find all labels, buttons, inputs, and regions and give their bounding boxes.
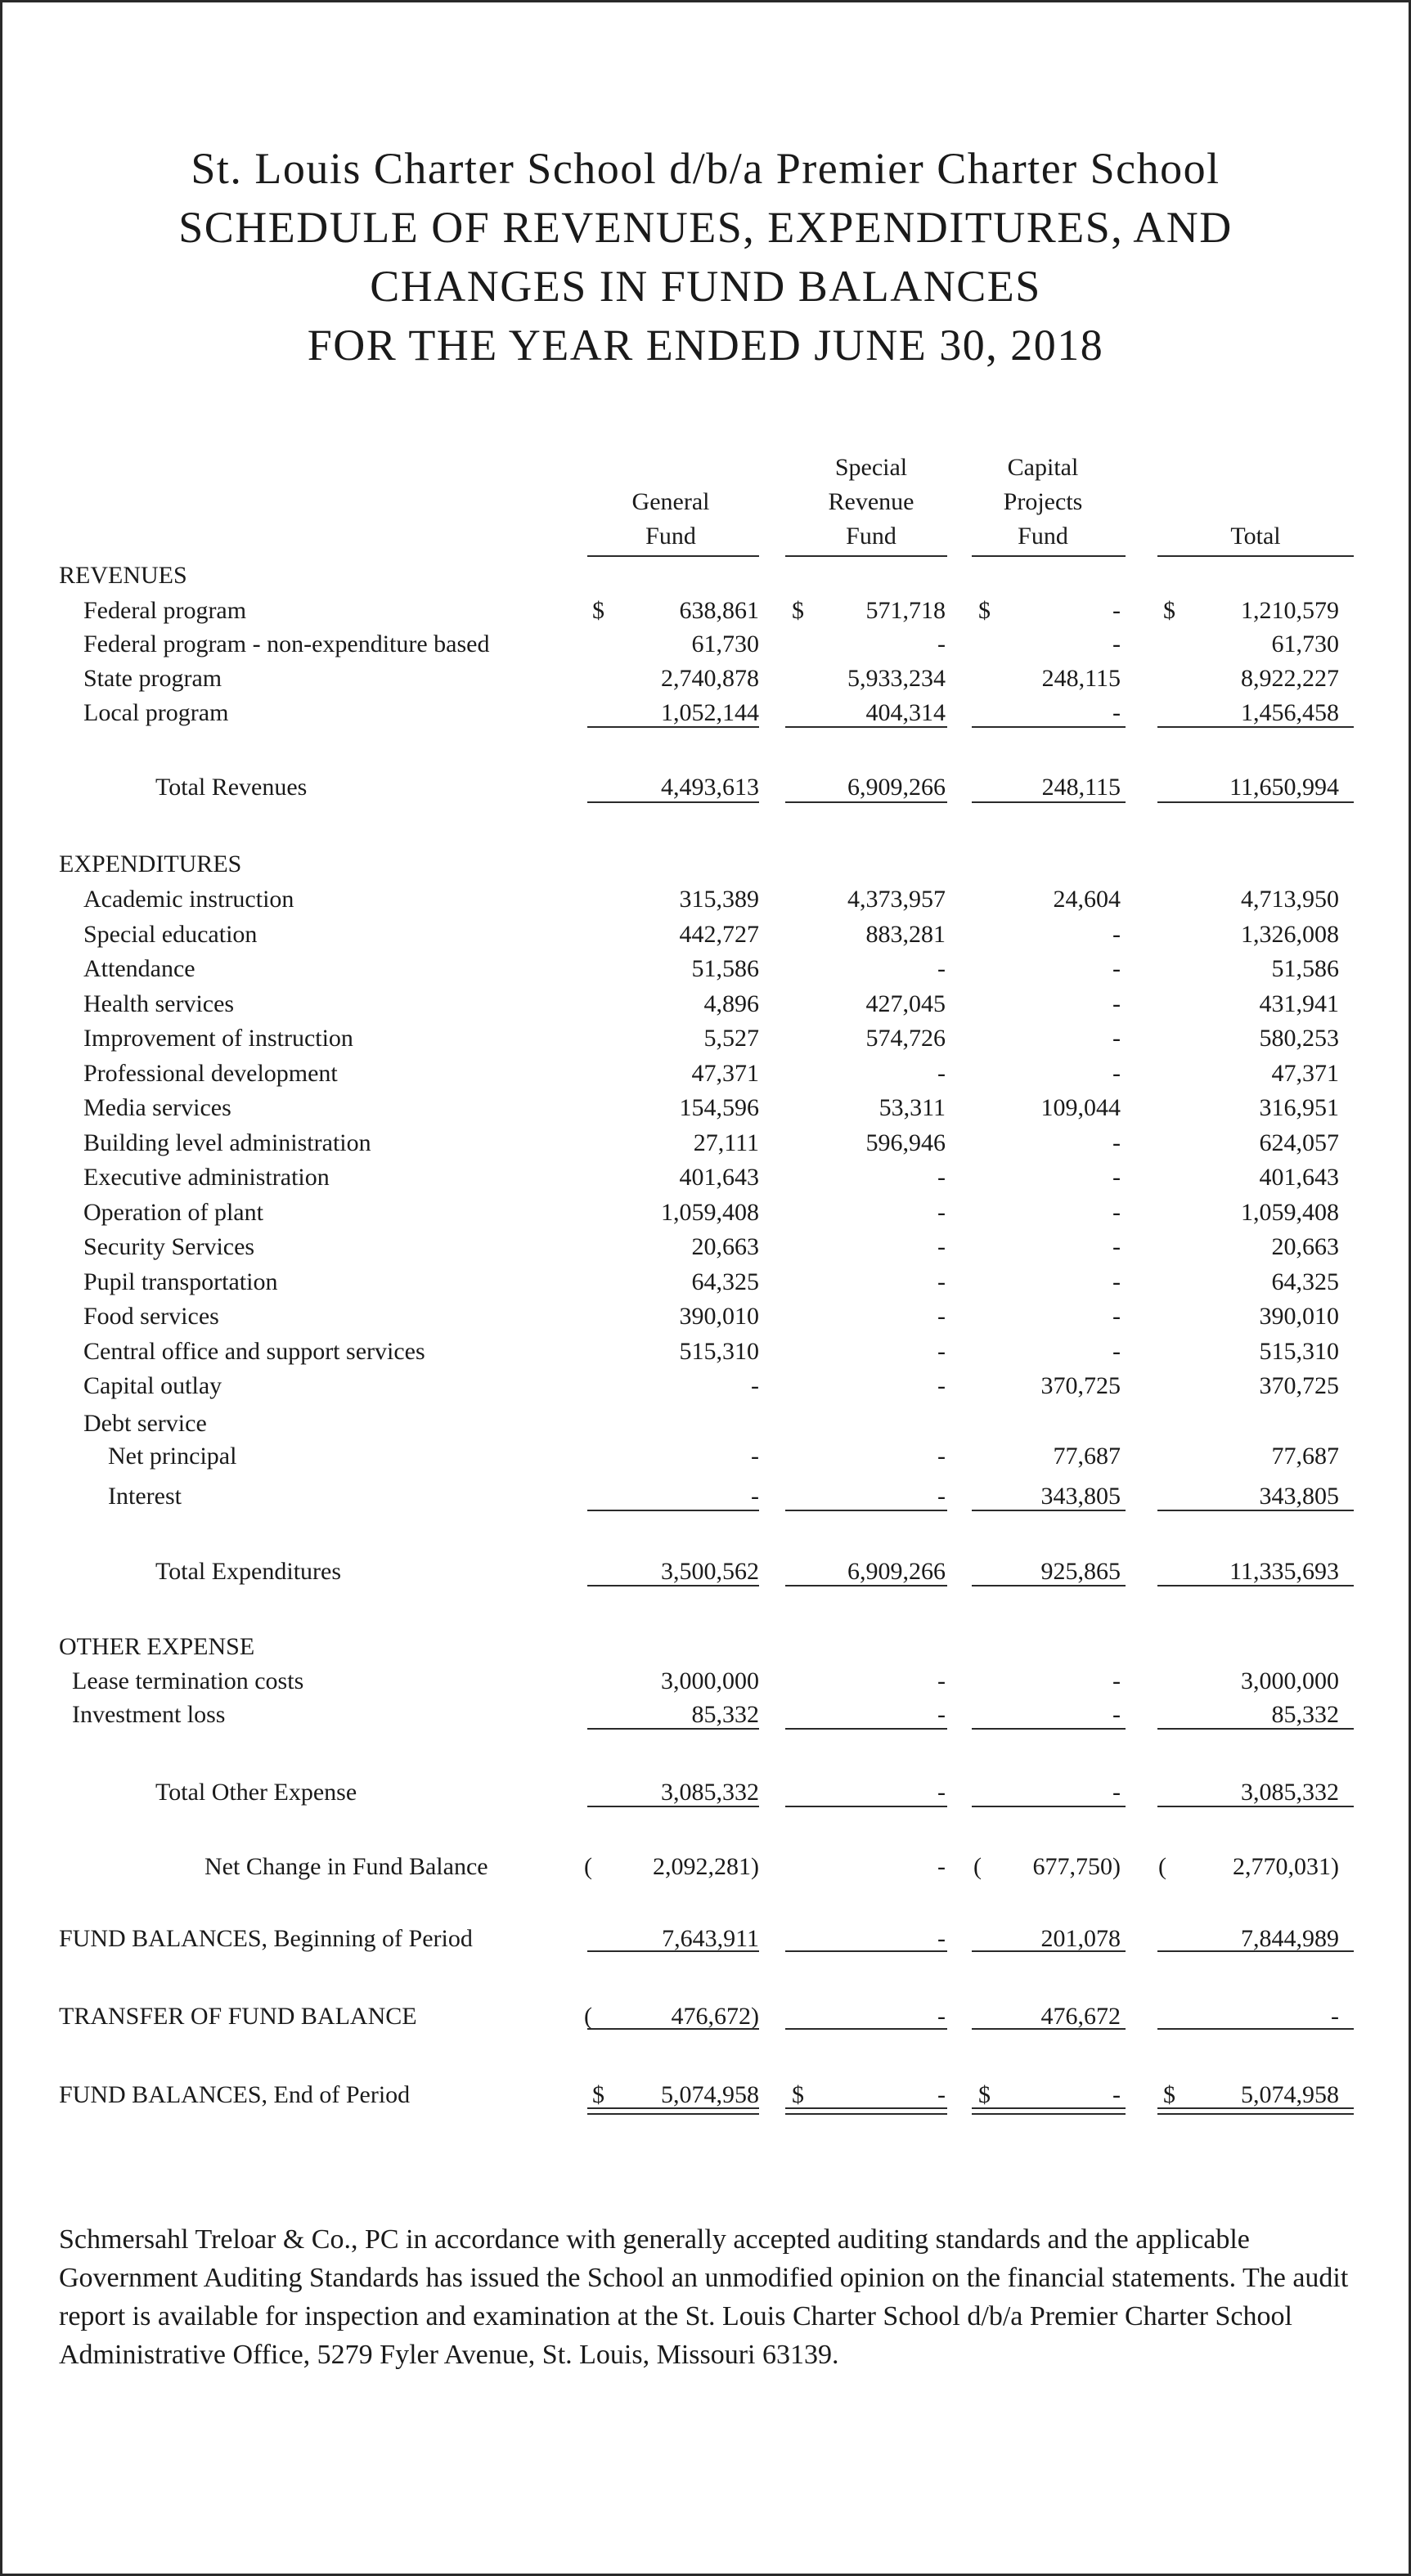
row-label: Health services [83,990,235,1017]
cell-special: 571,718 [865,597,946,624]
cell-special: 4,373,957 [847,886,946,913]
title-line-4: FOR THE YEAR ENDED JUNE 30, 2018 [307,321,1104,370]
table-row [0,1199,1411,1233]
cell-special: 596,946 [865,1129,946,1156]
table-row [0,1701,1411,1735]
table-row [0,1443,1411,1477]
cell-general: - [751,1372,759,1399]
cell-general: - [751,1483,759,1510]
table-row [0,886,1411,920]
revenues-heading: REVENUES [59,562,187,589]
cell-general: 442,727 [679,920,759,948]
cell-capital: - [1112,1303,1121,1330]
header-underline-capital [972,555,1126,557]
col-header-general-line2: Fund [645,523,696,550]
table-row [0,1483,1411,1517]
cell-general: 61,730 [691,631,759,657]
table-row [0,1372,1411,1407]
revenues-heading-row [0,562,1411,596]
cell-capital: - [1112,990,1121,1017]
cell-general: 51,586 [691,955,759,982]
double-rule [587,2107,759,2115]
cell-special: - [937,955,946,982]
table-row [0,1164,1411,1198]
row-label: Net Change in Fund Balance [204,1853,488,1880]
row-label: FUND BALANCES, Beginning of Period [59,1925,473,1952]
row-label: Total Expenditures [155,1558,342,1585]
cell-capital: 201,078 [1040,1925,1121,1952]
dollar-sign: $ [1163,2081,1175,2108]
subtotal-rule [1157,1510,1354,1511]
cell-special: - [937,631,946,657]
cell-general: 27,111 [693,1129,759,1156]
col-header-total [1198,519,1313,554]
cell-general: 20,663 [691,1233,759,1260]
cell-capital: 370,725 [1040,1372,1121,1399]
cell-special: - [937,1233,946,1260]
cell-general: 85,332 [691,1701,759,1728]
total-rule [1157,1806,1354,1807]
total-rule [972,1806,1126,1807]
cell-capital: - [1112,1337,1121,1365]
cell-general: 1,059,408 [661,1198,759,1226]
row-label: Food services [83,1303,219,1330]
cell-total: 3,085,332 [1241,1779,1339,1806]
header-underline-total [1157,555,1354,557]
total-rule [1157,801,1354,803]
total-rule [587,1585,759,1586]
cell-total: 316,951 [1259,1094,1339,1121]
table-row [0,955,1411,990]
total-rule [785,2028,947,2030]
col-header-general [605,485,736,554]
row-label: Total Revenues [155,774,308,801]
cell-general: 4,493,613 [661,774,759,801]
cell-total: 390,010 [1259,1303,1339,1330]
dollar-sign: $ [592,597,604,624]
cell-total: 2,770,031) [1233,1853,1339,1880]
total-rule [587,801,759,803]
total-rule [972,1585,1126,1586]
cell-general: 3,500,562 [661,1558,759,1585]
cell-general: 5,074,958 [661,2081,759,2108]
title-line-2: SCHEDULE OF REVENUES, EXPENDITURES, AND [178,203,1233,252]
dollar-sign: $ [792,2081,804,2108]
col-header-special-line2: Revenue [828,488,914,515]
cell-special: - [937,1483,946,1510]
cell-general: 515,310 [679,1337,759,1365]
total-rule [587,2028,759,2030]
expenditures-heading-row [0,850,1411,885]
cell-total: 343,805 [1259,1483,1339,1510]
cell-general: 390,010 [679,1303,759,1330]
cell-total: 4,713,950 [1241,886,1339,913]
cell-special: - [937,1303,946,1330]
cell-general: 638,861 [679,597,759,624]
cell-general: 1,052,144 [661,699,759,726]
cell-special: 53,311 [879,1094,946,1121]
cell-capital: - [1112,1025,1121,1052]
row-label: State program [83,665,222,692]
row-label: Attendance [83,955,195,982]
cell-special: - [937,1701,946,1728]
cell-special: - [937,1337,946,1365]
total-rule [972,1950,1126,1952]
cell-total: 11,335,693 [1229,1558,1339,1585]
cell-capital: 248,115 [1041,665,1121,692]
title-line-3: CHANGES IN FUND BALANCES [370,262,1041,311]
cell-general: 476,672) [671,2003,759,2030]
debt-service-heading: Debt service [83,1410,207,1437]
double-rule [785,2107,947,2115]
table-row [0,1338,1411,1372]
total-rule [785,1806,947,1807]
cell-general: 5,527 [703,1025,759,1052]
row-label: Total Other Expense [155,1779,357,1806]
cell-special: 6,909,266 [847,1558,946,1585]
cell-capital: 677,750) [1032,1853,1121,1880]
col-header-total-line1: Total [1230,523,1281,550]
cell-total: 1,326,008 [1241,920,1339,948]
open-paren: ( [1158,1853,1166,1880]
cell-total: 47,371 [1271,1059,1339,1087]
cell-capital: - [1112,1701,1121,1728]
cell-capital: - [1112,699,1121,726]
transfer-row [0,2003,1411,2037]
cell-capital: - [1112,597,1121,624]
cell-capital: 248,115 [1041,774,1121,801]
subtotal-rule [1157,1728,1354,1730]
table-row [0,597,1411,631]
row-label: Special education [83,920,258,948]
other-expense-heading: OTHER EXPENSE [59,1633,255,1660]
subtotal-rule [587,1728,759,1730]
cell-special: - [937,1164,946,1191]
subtotal-rule [972,1510,1126,1511]
cell-general: 3,085,332 [661,1779,759,1806]
double-rule [1157,2107,1354,2115]
table-row [0,1129,1411,1164]
cell-general: 154,596 [679,1094,759,1121]
cell-special: - [937,1779,946,1806]
row-label: Pupil transportation [83,1268,278,1295]
row-label: TRANSFER OF FUND BALANCE [59,2003,417,2030]
page-title [0,139,1411,375]
cell-capital: 24,604 [1053,886,1121,913]
cell-capital: - [1112,631,1121,657]
cell-total: 8,922,227 [1241,665,1339,692]
row-label: Professional development [83,1059,338,1087]
table-row [0,1233,1411,1268]
row-label: Federal program - non-expenditure based [83,631,490,657]
table-row [0,1094,1411,1129]
table-row [0,699,1411,734]
col-header-special-line3: Fund [846,523,896,550]
cell-capital: 925,865 [1040,1558,1121,1585]
title-line-1: St. Louis Charter School d/b/a Premier Charter School [191,144,1220,193]
cell-capital: - [1112,1129,1121,1156]
col-header-capital-line3: Fund [1018,523,1068,550]
cell-total: 11,650,994 [1229,774,1339,801]
subtotal-rule [972,726,1126,728]
cell-special: 427,045 [865,990,946,1017]
cell-capital: - [1112,1667,1121,1694]
cell-capital: - [1112,2081,1121,2108]
row-label: FUND BALANCES, End of Period [59,2081,411,2108]
subtotal-rule [587,1510,759,1511]
cell-special: 883,281 [865,920,946,948]
col-header-special-line1: Special [834,454,908,481]
col-header-general-line1: General [631,488,710,515]
table-row [0,921,1411,955]
cell-special: - [937,1059,946,1087]
beginning-balance-row [0,1925,1411,1959]
dollar-sign: $ [978,2081,991,2108]
cell-special: - [937,1667,946,1694]
table-row [0,665,1411,699]
debt-heading-row [0,1410,1411,1444]
row-label: Capital outlay [83,1372,222,1399]
cell-total: 624,057 [1259,1129,1339,1156]
row-label: Operation of plant [83,1198,263,1226]
total-rule [972,2028,1126,2030]
cell-capital: 109,044 [1040,1094,1121,1121]
total-rule [785,801,947,803]
cell-capital: 343,805 [1040,1483,1121,1510]
total-rule [1157,2028,1354,2030]
total-rule [1157,1585,1354,1586]
row-label: Net principal [108,1443,237,1470]
header-underline-special [785,555,947,557]
cell-total: 580,253 [1259,1025,1339,1052]
dollar-sign: $ [1163,597,1175,624]
cell-total: 51,586 [1271,955,1339,982]
cell-general: 47,371 [691,1059,759,1087]
cell-special: - [937,1443,946,1470]
col-header-capital-line1: Capital [1007,454,1079,481]
total-rule [972,801,1126,803]
dollar-sign: $ [592,2081,604,2108]
total-rule [1157,1950,1354,1952]
table-row [0,990,1411,1025]
cell-special: - [937,1372,946,1399]
cell-total: 77,687 [1271,1443,1339,1470]
expenditures-heading: EXPENDITURES [59,850,242,877]
cell-special: 6,909,266 [847,774,946,801]
row-label: Investment loss [72,1701,226,1728]
cell-special: - [937,2081,946,2108]
cell-total: 370,725 [1259,1372,1339,1399]
cell-general: 7,643,911 [662,1925,759,1952]
cell-total: 85,332 [1271,1701,1339,1728]
dollar-sign: $ [792,597,804,624]
cell-capital: 77,687 [1053,1443,1121,1470]
cell-special: - [937,1198,946,1226]
row-label: Federal program [83,597,247,624]
total-rule [785,1950,947,1952]
cell-general: 4,896 [703,990,759,1017]
row-label: Lease termination costs [72,1667,304,1694]
cell-capital: - [1112,955,1121,982]
row-label: Security Services [83,1233,255,1260]
table-row [0,1025,1411,1059]
row-label: Interest [108,1483,182,1510]
cell-total: 1,456,458 [1241,699,1339,726]
total-other-expense-row [0,1779,1411,1813]
col-header-capital-line2: Projects [1003,488,1083,515]
cell-total: 64,325 [1271,1268,1339,1295]
cell-total: - [1331,2003,1339,2030]
row-label: Local program [83,699,229,726]
col-header-capital [977,451,1108,554]
total-expenditures-row [0,1558,1411,1592]
table-row [0,1268,1411,1303]
table-row [0,631,1411,665]
cell-special: 404,314 [865,699,946,726]
cell-capital: - [1112,1164,1121,1191]
cell-capital: - [1112,920,1121,948]
net-change-row [0,1853,1411,1887]
table-row [0,1303,1411,1337]
header-underline-general [587,555,759,557]
cell-total: 20,663 [1271,1233,1339,1260]
cell-general: 2,092,281) [653,1853,759,1880]
cell-special: 574,726 [865,1025,946,1052]
open-paren: ( [584,2003,592,2030]
subtotal-rule [785,726,947,728]
cell-special: 5,933,234 [847,665,946,692]
double-rule [972,2107,1126,2115]
cell-special: - [937,1268,946,1295]
total-rule [587,1950,759,1952]
cell-total: 7,844,989 [1241,1925,1339,1952]
row-label: Executive administration [83,1164,330,1191]
subtotal-rule [972,1728,1126,1730]
row-label: Academic instruction [83,886,294,913]
cell-special: - [937,1925,946,1952]
cell-general: 401,643 [679,1164,759,1191]
row-label: Building level administration [83,1129,371,1156]
cell-capital: - [1112,1268,1121,1295]
cell-total: 1,210,579 [1241,597,1339,624]
open-paren: ( [584,1853,592,1880]
row-label: Central office and support services [83,1337,425,1365]
subtotal-rule [785,1728,947,1730]
cell-general: 315,389 [679,886,759,913]
cell-special: - [937,1853,946,1880]
cell-general: 3,000,000 [661,1667,759,1694]
cell-total: 1,059,408 [1241,1198,1339,1226]
cell-total: 5,074,958 [1241,2081,1339,2108]
cell-capital: - [1112,1779,1121,1806]
table-row [0,1060,1411,1094]
other-expense-heading-row [0,1633,1411,1667]
cell-special: - [937,2003,946,2030]
row-label: Media services [83,1094,231,1121]
cell-total: 515,310 [1259,1337,1339,1365]
audit-note: Schmersahl Treloar & Co., PC in accordance with generally accepted auditing standards and the applicable Government Auditing Standards has issued the School an unmodified opinion on the financial statements. The audit report is available for inspection and examination at the St. Louis Charter School d/b/a Premier Charter School Administrative Office, 5279 Fyler Avenue, St. Louis, Missouri 63139. [59,2224,1349,2370]
cell-capital: - [1112,1233,1121,1260]
cell-general: - [751,1443,759,1470]
cell-total: 431,941 [1259,990,1339,1017]
open-paren: ( [973,1853,982,1880]
cell-capital: 476,672 [1040,2003,1121,2030]
dollar-sign: $ [978,597,991,624]
cell-general: 64,325 [691,1268,759,1295]
col-header-special [802,451,941,554]
cell-total: 401,643 [1259,1164,1339,1191]
table-row [0,1667,1411,1702]
cell-general: 2,740,878 [661,665,759,692]
total-rule [587,1806,759,1807]
subtotal-rule [785,1510,947,1511]
cell-total: 3,000,000 [1241,1667,1339,1694]
total-rule [785,1585,947,1586]
subtotal-rule [587,726,759,728]
row-label: Improvement of instruction [83,1025,353,1052]
subtotal-rule [1157,726,1354,728]
cell-capital: - [1112,1198,1121,1226]
cell-capital: - [1112,1059,1121,1087]
cell-total: 61,730 [1271,631,1339,657]
